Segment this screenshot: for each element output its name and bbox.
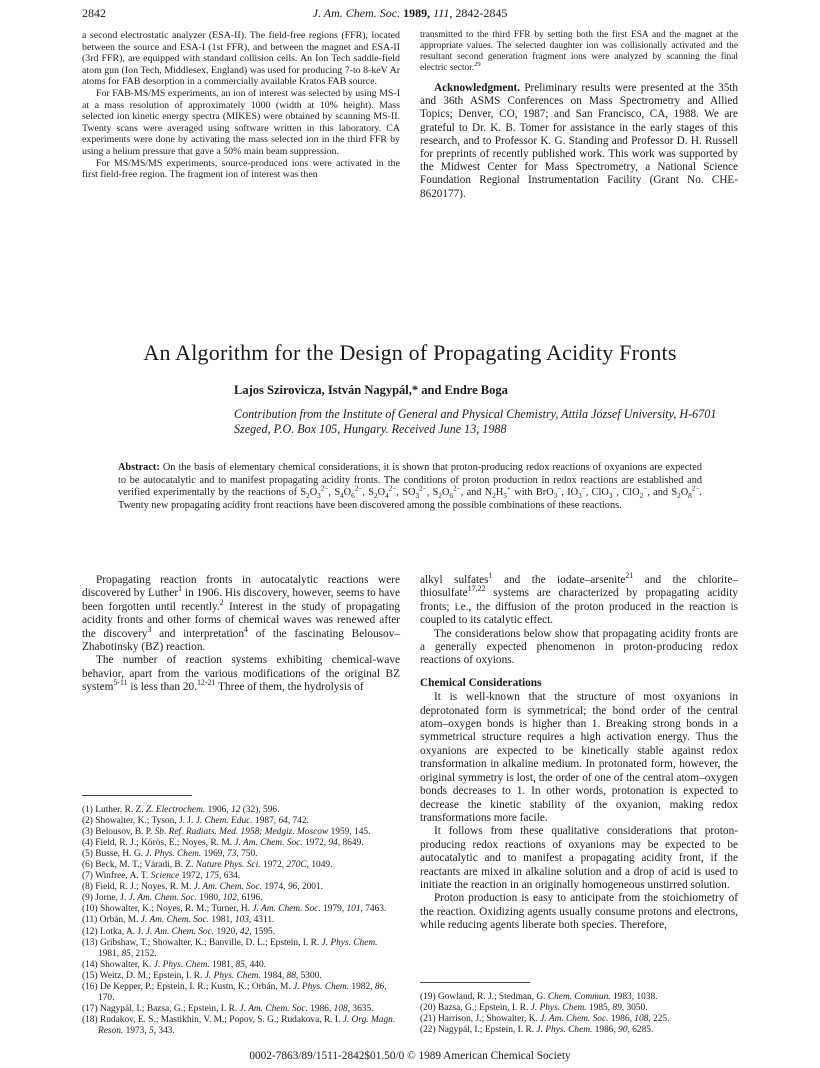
- body-paragraph: Proton production is easy to anticipate from the stoichiometry of the reaction. Oxidizing agents usually consume protons and electrons, while reducing agents liberate both species. Therefore,: [420, 892, 738, 932]
- acknowledgment: [420, 82, 738, 201]
- article-title: An Algorithm for the Design of Propagating Acidity Fronts: [143, 340, 677, 365]
- journal-citation: [82, 6, 738, 21]
- body-paragraph: The number of reaction systems exhibiting chemical-wave behavior, apart from the various modifications of the original BZ system$^{5-11}$ is less than 20.$^{12-21}$ Three of them, the hydrolysis of: [82, 654, 400, 694]
- reference-item: (19) Gowland, R. J.; Stedman, G. Chem. Commun. 1983, 1038.: [420, 992, 658, 1002]
- ack-text: Preliminary results were presented at the 35th and 36th ASMS Conferences on Mass Spectrometry and Allied Topics; Denver, CO, 1987; and San Francisco, CA, 1988. We are grateful to Dr. K. B. Tomer for assistance in the early stages of this research, and to Professor K. G. Standing and Professor D. H. Russell for preprints of recently published work. This work was supported by the Midwest Center for Mass Spectrometry, a National Science Foundation Regional Instrumentation Facility (Grant No. CHE-8620177).: [420, 82, 738, 200]
- journal-year: 1989,: [403, 6, 431, 20]
- body-paragraph: It is well-known that the structure of most oxyanions in deprotonated form is symmetrical; the bond order of the central atom–oxygen bonds is higher than 1. Breaking strong bonds in a symmetrical structure requires a high activation energy. Thus the oxyanions are expected to be kinetically stable against redox transformation in alkaline medium. In protonated form, however, the original symmetry is lost, the order of one of the central atom–oxygen bonds decreases to 1. In other words, protonation is expected to decrease the kinetic stability of the oxyanion, making redox transformations more facile.: [420, 691, 738, 824]
- body-paragraph: alkyl sulfates$^1$ and the iodate–arsenite$^{21}$ and the chlorite–thiosulfate$^{17,22}$ systems are characterized by propagating acidity fronts; i.e., the diffusion of the proton produced in the reaction is coupled to its catalytic effect.: [420, 571, 738, 627]
- body-paragraph: Propagating reaction fronts in autocatalytic reactions were discovered by Luther$^1$ in 1906. His discovery, however, seems to have been forgotten until recently.$^2$ Interest in the study of propagating acidity fronts and other forms of chemical waves was renewed after the discovery$^3$ and interpretation$^4$ of the fascinating Belousov–Zhabotinsky (BZ) reaction.: [82, 574, 400, 654]
- reference-item: (21) Harrison, J.; Showalter, K. J. Am. Chem. Soc. 1986, 108, 225.: [420, 1014, 670, 1025]
- reference-item: (4) Field, R. J.; Körös, E.; Noyes, R. M. J. Am. Chem. Soc. 1972, 94, 8649.: [82, 838, 364, 849]
- abstract: Abstract: On the basis of elementary chemical considerations, it is shown that proton-producing redox reactions of oxyanions are expected to be autocatalytic and to manifest propagating acidity fronts. The conditions of proton production in redox reactions are established and verified experimentally by the reactions of $S_2O_3^{2-}$, $S_4O_6^{2-}$, $S_2O_4^{2-}$, $SO_3^{2-}$, $S_2O_6^{2-}$, and $N_2H_5^+$ with BrO$_3$−, $IO_3^-$, ClO$_3$−, ClO$_2$−, and $S_2O_8^{2-}$. Twenty new propagating acidity front reactions have been discovered among the possible combinations of these reactions.: [118, 462, 703, 511]
- running-head: [82, 6, 738, 24]
- reference-item: (10) Showalter, K.; Noyes, R. M.; Turner, H. J. Am. Chem. Soc. 1979, 101, 7463.: [82, 904, 387, 915]
- prev-paragraph: For FAB-MS/MS experiments, an ion of interest was selected by using MS-I at a mass resolution of approximately 1000 (width at 10% height). Mass selected ion kinetic energy spectra (MIKES) were obtained by scanning MS-II. Twenty scans were averaged using software written in this laboratory. CA experiments were done by activating the mass selected ion in the third FFR by using a helium pressure that gave a 50% main beam suppression.: [82, 87, 400, 157]
- footnote-rule: [82, 795, 192, 796]
- prev-paragraph: transmitted to the third FFR by setting both the first ESA and the magnet at the appropriate values. The selected daughter ion was collisionally activated and the resultant second generation fragment ions were analyzed by scanning the final electric sector.$^{29}$: [420, 30, 738, 73]
- reference-item: (14) Showalter, K. J. Phys. Chem. 1981, 85, 440.: [82, 959, 266, 970]
- reference-item: (13) Gribshaw, T.; Showalter, K.; Banville, D. L.; Epstein, I. R. J. Phys. Chem. 1981, 85, 2152.: [82, 937, 378, 959]
- prev-paragraph: a second electrostatic analyzer (ESA-II). The field-free regions (FFR), located between the source and ESA-I (1st FFR), and between the magnet and ESA-II (3rd FFR), are equipped with standard collision cells. An Ion Tech saddle-field atom gun (Ion Tech, Middlesex, England) was used for producing 7-to 8-keV Ar atoms for FAB desorption in a commercially available Kratos FAB source.: [82, 30, 400, 88]
- reference-item: (7) Winfree, A. T. Science 1972, 175, 634.: [82, 871, 241, 882]
- copyright-footer: 0002-7863/89/1511-2842$01.50/0 © 1989 American Chemical Society: [249, 1050, 571, 1062]
- references-right: [420, 982, 738, 1036]
- prev-paragraph: For MS/MS/MS experiments, source-produced ions were activated in the first field-free region. The fragment ion of interest was then: [82, 157, 400, 181]
- reference-item: (11) Orbán, M. J. Am. Chem. Soc. 1981, 103, 4311.: [82, 915, 275, 926]
- reference-item: (15) Weitz, D. M.; Epstein, I. R. J. Phys. Chem. 1984, 88, 5300.: [82, 970, 322, 981]
- reference-item: (16) De Kepper, P.; Epstein, I. R.; Kustn, K.; Orbán, M. J. Phys. Chem. 1982, 86, 170.: [82, 981, 387, 1003]
- page-number: 2842: [82, 6, 106, 20]
- reference-item: (9) Jorne, J. J. Am. Chem. Soc. 1980, 102, 6196.: [82, 893, 263, 904]
- reference-item: (20) Bazsa, G.; Epstein, I. R. J. Phys. Chem. 1985, 89, 3050.: [420, 1003, 648, 1014]
- body-right-column: [420, 571, 738, 933]
- footnote-rule: [420, 982, 530, 983]
- references-left: [82, 795, 400, 1037]
- ack-label: Acknowledgment.: [434, 82, 521, 94]
- reference-item: (1) Luther, R. Z. Z. Electrochem. 1906, 12 (32), 596.: [82, 805, 280, 815]
- body-paragraph: It follows from these qualitative considerations that proton-producing redox reactions of oxyanions may be expected to be autocatalytic and to manifest a propagating acidity front, if the reactants are mixed in alkaline solution and a drop of acid is used to initiate the reaction in an originally homogeneous unstirred solution.: [420, 825, 738, 891]
- body-left-column: [82, 574, 400, 695]
- journal-name: J. Am. Chem. Soc.: [312, 6, 401, 20]
- reference-item: (3) Belousov, B. P. Sb. Ref. Radiats. Med. 1958; Medgiz. Moscow 1959, 145.: [82, 827, 371, 838]
- reference-item: (12) Lotka, A. J. J. Am. Chem. Soc. 1920, 42, 1595.: [82, 926, 276, 937]
- body-paragraph: The considerations below show that propagating acidity fronts are a generally expected phenomenon in proton-producing redox reactions of oxyions.: [420, 627, 738, 667]
- journal-volume: 111,: [433, 6, 453, 20]
- reference-item: (5) Busse, H. G. J. Phys. Chem. 1969, 73, 750.: [82, 849, 258, 860]
- article-authors: Lajos Szirovicza, István Nagypál,* and Endre Boga: [234, 383, 508, 397]
- article-affiliation: Contribution from the Institute of General and Physical Chemistry, Attila József University, H-6701 Szeged, P.O. Box 105, Hungary. Received June 13, 1988: [234, 407, 717, 437]
- section-heading: Chemical Considerations: [420, 676, 542, 689]
- reference-item: (18) Rudakov, E. S.; Mastikhin, V. M.; Popov, S. G.; Rudakova, R. I. J. Org. Magn. Reson. 1973, 5, 343.: [82, 1014, 396, 1036]
- abstract-label: Abstract:: [118, 462, 160, 473]
- reference-item: (8) Field, R. J.; Noyes, R. M. J. Am. Chem. Soc. 1974, 96, 2001.: [82, 882, 323, 893]
- prev-article-right-column: [420, 30, 738, 201]
- reference-item: (6) Beck, M. T.; Váradi, B. Z. Nature Phys. Sci. 1972, 270C, 1049.: [82, 860, 333, 871]
- reference-item: (2) Showalter, K.; Tyson, J. J. J. Chem. Educ. 1987, 64, 742.: [82, 816, 309, 827]
- reference-item: (17) Nagypál, I.; Bazsa, G.; Epstein, I. R. J. Am. Chem. Soc. 1986, 108, 3635.: [82, 1003, 374, 1014]
- prev-article-left-column: [82, 30, 400, 181]
- reference-item: (22) Nagypál, I.; Epstein, I. R. J. Phys. Chem. 1986, 90, 6285.: [420, 1025, 654, 1036]
- page-range: 2842-2845: [455, 6, 508, 20]
